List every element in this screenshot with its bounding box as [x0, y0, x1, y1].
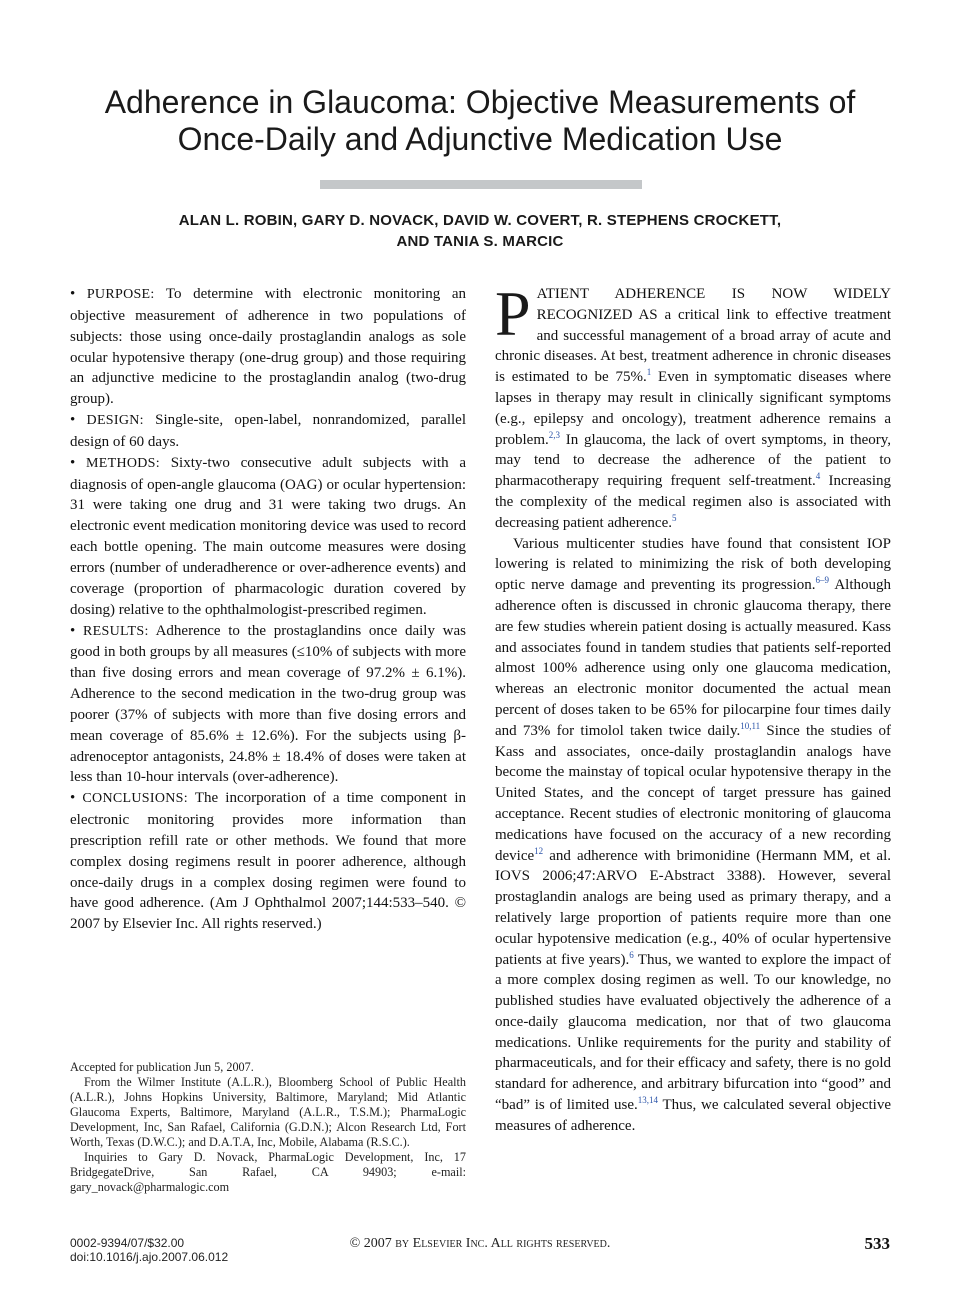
accepted-date: Accepted for publication Jun 5, 2007.	[70, 1060, 254, 1074]
text-run: Thus, we calculated several objective measures of adherence.	[495, 1097, 891, 1134]
citation-link[interactable]: 2,3	[548, 429, 560, 440]
text-run: Increasing the complexity of the medical regimen also is associated with decreasing patient adherence.	[495, 473, 891, 531]
abstract-purpose	[70, 284, 466, 410]
citation-link[interactable]: 6	[629, 949, 634, 960]
footer-copyright: © 2007 by Elsevier Inc. All rights reserved.	[349, 1236, 611, 1251]
text-run: a critical link to effective treatment and successful management of a broad array of acute and chronic diseases. At best, treatment adherence in chronic diseases is estimated to be 75%.	[495, 306, 891, 386]
purpose-label: PURPOSE:	[86, 287, 155, 302]
bullet: •	[70, 286, 76, 302]
text-run: and adherence with brimonidine (Hermann MM, et al. IOVS 2006;47:ARVO E-Abstract 3388). However, several prostaglandin analogs are being used as primary therapy, and a relatively large proportion of patients require more than one ocular hypotensive medication (e.g., 40% of ocular hypertensive patients at five years).	[495, 847, 891, 968]
text-run: Since the studies of Kass and associates, once-daily prostaglandin analogs have become the mainstay of topical ocular hypotensive therapy in the United States, and the concept of target pressure has gained acceptance. Recent studies of electronic monitoring of glaucoma medications have focused on the accuracy of a new recording device	[495, 722, 891, 864]
bullet: •	[70, 454, 76, 471]
text-run: Even in symptomatic diseases where lapses in therapy may result in clinically significant symptoms (e.g., epilepsy and oncology), treatment adherence remains a problem.	[495, 369, 891, 448]
conclusions-text: The incorporation of a time component in electronic monitoring provides more information than prescription refill rate or other methods. We found that more complex dosing regimens result in poorer adherence, although once-daily drugs in a complex dosing regimen were found to have good adherence. (Am J Ophthalmol 2007;144:533–540. © 2007 by Elsevier Inc. All rights reserved.)	[70, 790, 466, 933]
footer-identifiers	[70, 1236, 330, 1264]
citation-link[interactable]: 10,11	[740, 720, 761, 731]
abstract	[70, 284, 466, 935]
citation-link[interactable]: 5	[671, 512, 677, 523]
author-line-1: ALAN L. ROBIN, GARY D. NOVACK, DAVID W. COVERT, R. STEPHENS CROCKETT,	[178, 212, 782, 229]
affiliations: From the Wilmer Institute (A.L.R.), Bloomberg School of Public Health (A.L.R.), Johns Hopkins University, Baltimore, Maryland; Mid Atlantic Glaucoma Experts, Baltimore, Maryland (A.L.R., T.S.M.); PharmaLogic Development, Inc, San Rafael, California (G.D.N.); Alcon Research Ltd, Fort Worth, Texas (D.W.C.); and D.A.T.A, Inc, Mobile, Alabama (R.S.C.).	[70, 1075, 466, 1149]
conclusions-label: CONCLUSIONS:	[82, 791, 188, 807]
abstract-design	[70, 410, 466, 453]
drop-cap: P	[495, 278, 531, 349]
text-run: In glaucoma, the lack of overt symptoms, in theory, may tend to decrease the adherence of the patient to pharmacotherapy requiring frequent self-treatment.	[495, 431, 891, 490]
design-label: DESIGN:	[86, 413, 144, 429]
methods-text: Sixty-two consecutive adult subjects with a diagnosis of open-angle glaucoma (OAG) or ocular hypertension: 31 were taking one drug and 31 were taking two drugs. An electronic event medication monitoring device was used to record each bottle opening. The main outcome measures were dosing errors (number of underadherence or over-adherence events) and coverage (proportion of pharmacologic duration covered by dosing) relative to the ophthalmologist-prescribed regimen.	[70, 454, 466, 618]
doi-link[interactable]: doi:10.1016/j.ajo.2007.06.012	[70, 1250, 229, 1264]
article-title: Adherence in Glaucoma: Objective Measurements of Once-Daily and Adjunctive Medication Use	[104, 84, 856, 157]
purpose-text: To determine with electronic monitoring an objective measurement of adherence in two populations of subjects: those using once-daily prostaglandin analogs as sole ocular hypotensive therapy (one-drug group) and those requiring an adjunctive medicine to the prostaglandin analog (two-drug group).	[70, 286, 466, 408]
body-paragraph-1	[495, 278, 891, 534]
text-run: Various multicenter studies have found that consistent IOP lowering is related to minimizing the risk of both developing optic nerve damage and preventing its progression.	[495, 535, 891, 594]
title-divider	[320, 180, 642, 189]
abstract-results	[70, 621, 466, 789]
issn: 0002-9394/07/$32.00	[70, 1236, 185, 1250]
lead-in: ATIENT ADHERENCE IS NOW WIDELY RECOGNIZED AS	[536, 286, 891, 323]
citation-link[interactable]: 4	[815, 471, 821, 482]
author-list	[70, 210, 890, 252]
page-number: 533	[864, 1234, 890, 1253]
citation-link[interactable]: 13,14	[637, 1095, 658, 1106]
correspondence: Inquiries to Gary D. Novack, PharmaLogic Development, Inc, 17 BridgegateDrive, San Rafael, CA 94903; e-mail: gary_novack@pharmalogic.com	[70, 1150, 466, 1194]
bullet: •	[70, 790, 76, 807]
results-label: RESULTS:	[83, 623, 149, 639]
bullet: •	[70, 412, 76, 429]
author-line-2: AND TANIA S. MARCIC	[396, 233, 564, 250]
design-text: Single-site, open-label, nonrandomized, parallel design of 60 days.	[70, 412, 466, 450]
article-notes	[70, 1060, 466, 1195]
abstract-methods	[70, 453, 466, 621]
results-text: Adherence to the prostaglandins once daily was good in both groups by all measures (≤10% of subjects with more than five dosing errors and mean coverage of 97.2% ± 6.1%). Adherence to the second medication in the two-drug group was poorer (37% of subjects with more than five dosing errors and mean coverage of 85.6% ± 12.6%). For the subjects using β-adrenoceptor antagonists, 24.8% ± 18.4% of doses were taken at less than 10-hour intervals (over-adherence).	[70, 622, 467, 786]
text-run: Although adherence often is discussed in chronic glaucoma therapy, there are few studies wherein patient dosing is actually measured. Kass and associates found in tandem studies that patients self-reported almost 100% adherence using only one glaucoma medication, whereas an electronic monitor documented the actual mean percent of doses taken to be 65% for pilocarpine four times daily and 73% for timolol taken twice daily.	[495, 577, 891, 739]
methods-label: METHODS:	[86, 455, 160, 471]
citation-link[interactable]: 1	[646, 367, 652, 378]
bullet: •	[70, 622, 76, 639]
body-paragraph-2	[495, 534, 891, 1137]
body-text	[495, 278, 891, 1137]
citation-link[interactable]: 12	[534, 845, 544, 856]
text-run: Thus, we wanted to explore the impact of a more complex dosing regimen as well. To our knowledge, no published studies have evaluated objectively the adherence of a once-daily glaucoma medication, nor that of two glaucoma medications. Unlike requirements for the purity and stability of pharmaceuticals, and for their efficacy and safety, there is no gold standard for adherence, and arbitrary bifurcation into “good” and “bad” is of limited use.	[495, 951, 891, 1114]
citation-link[interactable]: 6–9	[815, 575, 830, 586]
abstract-conclusions	[70, 788, 466, 935]
